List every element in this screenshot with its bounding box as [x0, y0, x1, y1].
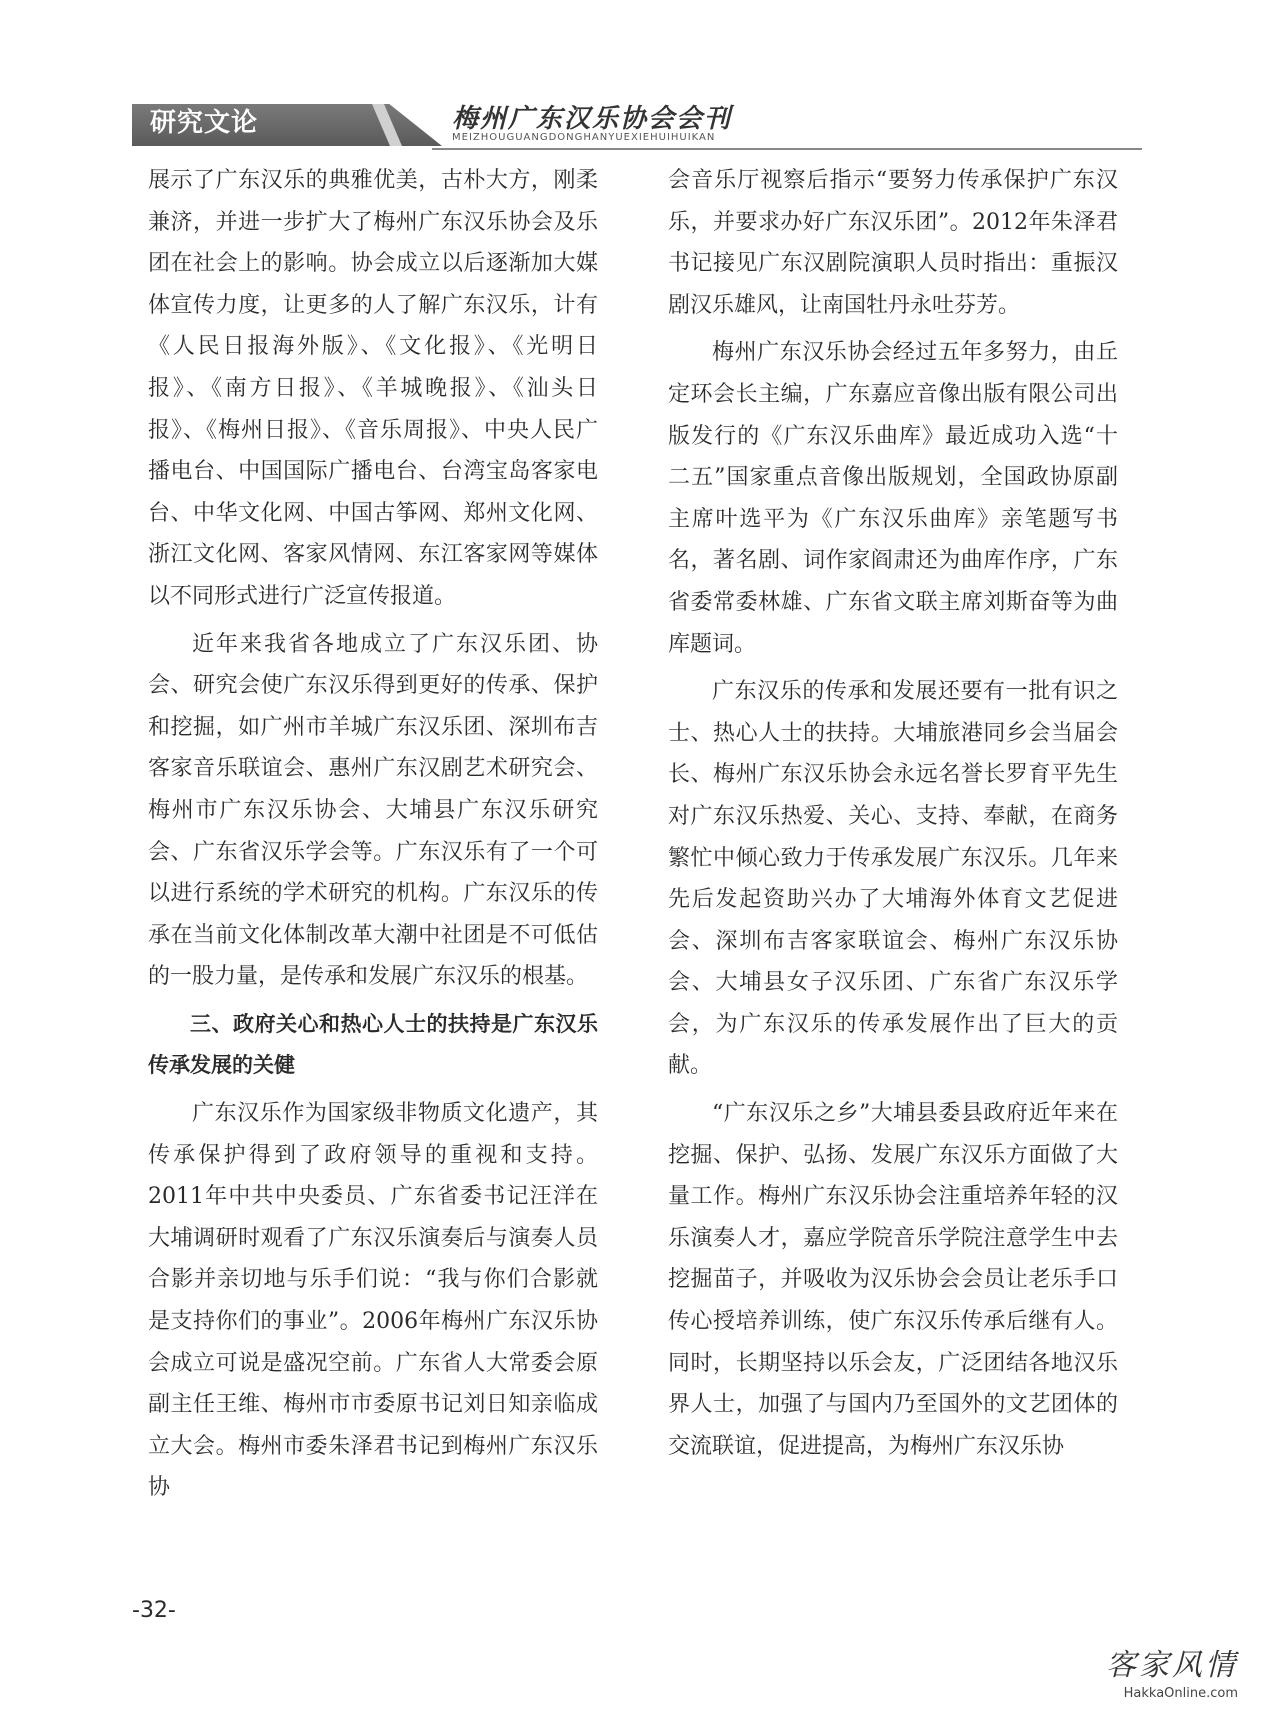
paragraph: 近年来我省各地成立了广东汉乐团、协会、研究会使广东汉乐得到更好的传承、保护和挖掘，如广州市羊城广东汉乐团、深圳布吉客家音乐联谊会、惠州广东汉剧艺术研究会、梅州市广东汉乐协会、大埔县广东汉乐研究会、广东省汉乐学会等。广东汉乐有了一个可以进行系统的学术研究的机构。广东汉乐的传承在当前文化体制改革大潮中社团是不可低估的一股力量，是传承和发展广东汉乐的根基。	[148, 631, 598, 990]
left-column	[148, 160, 598, 1509]
paragraph: 梅州广东汉乐协会经过五年多努力，由丘定环会长主编，广东嘉应音像出版有限公司出版发行的《广东汉乐曲库》最近成功入选“十二五”国家重点音像出版规划，全国政协原副主席叶选平为《广东汉乐曲库》亲笔题写书名，著名剧、词作家阎肃还为曲库作序，广东省委常委林雄、广东省文联主席刘斯奋等为曲库题词。	[668, 340, 1118, 657]
section-tab-label: 研究文论	[150, 108, 259, 138]
page-header	[132, 98, 1142, 150]
section-heading: 三、政府关心和热心人士的扶持是广东汉乐传承发展的关健	[148, 1011, 598, 1078]
paragraph: “广东汉乐之乡”大埔县委县政府近年来在挖掘、保护、弘扬、发展广东汉乐方面做了大量工作。梅州广东汉乐协会注重培养年轻的汉乐演奏人才，嘉应学院音乐学院注意学生中去挖掘苗子，并吸收为汉乐协会会员让老乐手口传心授培养训练，使广东汉乐传承后继有人。同时，长期坚持以乐会友，广泛团结各地汉乐界人士，加强了与国内乃至国外的文艺团体的交流联谊，促进提高，为梅州广东汉乐协	[668, 1101, 1118, 1459]
paragraph: 广东汉乐作为国家级非物质文化遗产，其传承保护得到了政府领导的重视和支持。2011年中共中央委员、广东省委书记汪洋在大埔调研时观看了广东汉乐演奏后与演奏人员合影并亲切地与乐手们说：“我与你们合影就是支持你们的事业”。2006年梅州广东汉乐协会成立可说是盛况空前。广东省人大常委会原副主任王维、梅州市市委原书记刘日知亲临成立大会。梅州市委朱泽君书记到梅州广东汉乐协	[148, 1101, 598, 1501]
paragraph: 会音乐厅视察后指示“要努力传承保护广东汉乐，并要求办好广东汉乐团”。2012年朱泽君书记接见广东汉剧院演职人员时指出：重振汉剧汉乐雄风，让南国牡丹永吐芬芳。	[668, 168, 1118, 318]
page-number: -32-	[132, 1598, 176, 1623]
magazine-title: 梅州广东汉乐协会会刊	[452, 104, 733, 134]
watermark-logo: 客家风情	[1106, 1648, 1238, 1683]
magazine-pinyin: MEIZHOUGUANGDONGHANYUEXIEHUIHUIKAN	[452, 132, 716, 143]
header-rule	[432, 148, 1142, 150]
paragraph: 展示了广东汉乐的典雅优美，古朴大方，刚柔兼济，并进一步扩大了梅州广东汉乐协会及乐团在社会上的影响。协会成立以后逐渐加大媒体宣传力度，让更多的人了解广东汉乐，计有《人民日报海外版》、《文化报》、《光明日报》、《南方日报》、《羊城晚报》、《汕头日报》、《梅州日报》、《音乐周报》、中央人民广播电台、中国国际广播电台、台湾宝岛客家电台、中华文化网、中国古筝网、郑州文化网、浙江文化网、客家风情网、东江客家网等媒体以不同形式进行广泛宣传报道。	[148, 168, 598, 609]
right-column	[668, 160, 1118, 1467]
paragraph: 广东汉乐的传承和发展还要有一批有识之士、热心人士的扶持。大埔旅港同乡会当届会长、梅州广东汉乐协会永远名誉长罗育平先生对广东汉乐热爱、关心、支持、奉献，在商务繁忙中倾心致力于传承发展广东汉乐。几年来先后发起资助兴办了大埔海外体育文艺促进会、深圳布吉客家联谊会、梅州广东汉乐协会、大埔县女子汉乐团、广东省广东汉乐学会，为广东汉乐的传承发展作出了巨大的贡献。	[668, 679, 1118, 1079]
watermark-url: HakkaOnline.com	[1123, 1686, 1238, 1701]
watermark	[1106, 1640, 1238, 1701]
